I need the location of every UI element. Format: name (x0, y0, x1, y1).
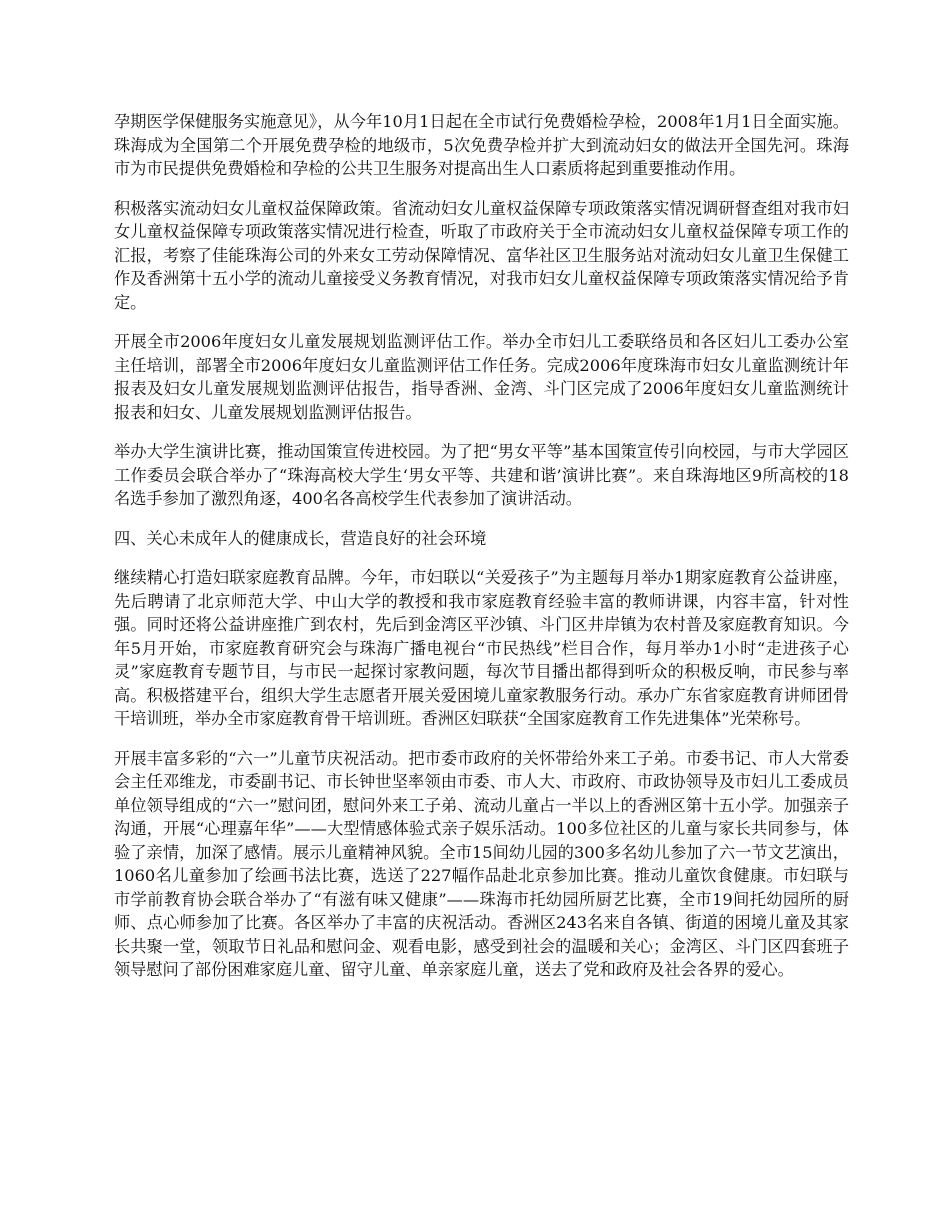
paragraph-speech-contest: 举办大学生演讲比赛，推动国策宣传进校园。为了把“男女平等”基本国策宣传引向校园，与市大学园区工作委员会联合举办了“珠海高校大学生‘男女平等、共建和谐’演讲比赛”。来自珠海地区9所高校的18名选手参加了激烈角逐，400名各高校学生代表参加了演讲活动。 (114, 442, 849, 508)
paragraph-monitoring-evaluation: 开展全市2006年度妇女儿童发展规划监测评估工作。举办全市妇儿工委联络员和各区妇儿工委办公室主任培训，部署全市2006年度妇女儿童监测评估工作任务。完成2006年度珠海市妇女儿童监测统计年报表及妇女儿童发展规划监测评估报告，指导香洲、金湾、斗门区完成了2006年度妇女儿童监测统计报表和妇女、儿童发展规划监测评估报告。 (114, 332, 849, 422)
document-body (114, 110, 849, 998)
paragraph-family-education: 继续精心打造妇联家庭教育品牌。今年，市妇联以“关爱孩子”为主题每月举办1期家庭教育公益讲座，先后聘请了北京师范大学、中山大学的教授和我市家庭教育经验丰富的教师讲课，内容丰富，针对性强。同时还将公益讲座推广到农村，先后到金湾区平沙镇、斗门区井岸镇为农村普及家庭教育知识。今年5月开始，市家庭教育研究会与珠海广播电视台“市民热线”栏目合作，每月举办1小时“走进孩子心灵”家庭教育专题节目，与市民一起探讨家教问题，每次节目播出都得到听众的积极反响，市民参与率高。积极搭建平台，组织大学生志愿者开展关爱困境儿童家教服务行动。承办广东省家庭教育讲师团骨干培训班，举办全市家庭教育骨干培训班。香洲区妇联获“全国家庭教育工作先进集体”光荣称号。 (114, 568, 849, 728)
paragraph-migrant-rights: 积极落实流动妇女儿童权益保障政策。省流动妇女儿童权益保障专项政策落实情况调研督查组对我市妇女儿童权益保障专项政策落实情况进行检查，听取了市政府关于全市流动妇女儿童权益保障专项工作的汇报，考察了佳能珠海公司的外来女工劳动保障情况、富华社区卫生服务站对流动妇女儿童卫生保健工作及香洲第十五小学的流动儿童接受义务教育情况，对我市妇女儿童权益保障专项政策落实情况给予肯定。 (114, 198, 849, 312)
paragraph-childrens-day: 开展丰富多彩的“六一”儿童节庆祝活动。把市委市政府的关怀带给外来工子弟。市委书记、市人大常委会主任邓维龙，市委副书记、市长钟世坚率领由市委、市人大、市政府、市政协领导及市妇儿工委成员单位领导组成的“六一”慰问团，慰问外来工子弟、流动儿童占一半以上的香洲区第十五小学。加强亲子沟通，开展“心理嘉年华”——大型情感体验式亲子娱乐活动。100多位社区的儿童与家长共同参与，体验了亲情，加深了感情。展示儿童精神风貌。全市15间幼儿园的300多名幼儿参加了六一节文艺演出，1060名儿童参加了绘画书法比赛，选送了227幅作品赴北京参加比赛。推动儿童饮食健康。市妇联与市学前教育协会联合举办了“有滋有味又健康”——珠海市托幼园所厨艺比赛，全市19间托幼园所的厨师、点心师参加了比赛。各区举办了丰富的庆祝活动。香洲区243名来自各镇、街道的困境儿童及其家长共聚一堂，领取节日礼品和慰问金、观看电影，感受到社会的温暖和关心；金湾区、斗门区四套班子领导慰问了部份困难家庭儿童、留守儿童、单亲家庭儿童，送去了党和政府及社会各界的爱心。 (114, 748, 849, 979)
section-heading-minors: 四、关心未成年人的健康成长，营造良好的社会环境 (114, 528, 487, 548)
paragraph-free-checkup: 孕期医学保健服务实施意见》，从今年10月1日起在全市试行免费婚检孕检，2008年1月1日全面实施。珠海成为全国第二个开展免费孕检的地级市，5次免费孕检并扩大到流动妇女的做法开全国先河。珠海市为市民提供免费婚检和孕检的公共卫生服务对提高出生人口素质将起到重要推动作用。 (114, 112, 849, 178)
